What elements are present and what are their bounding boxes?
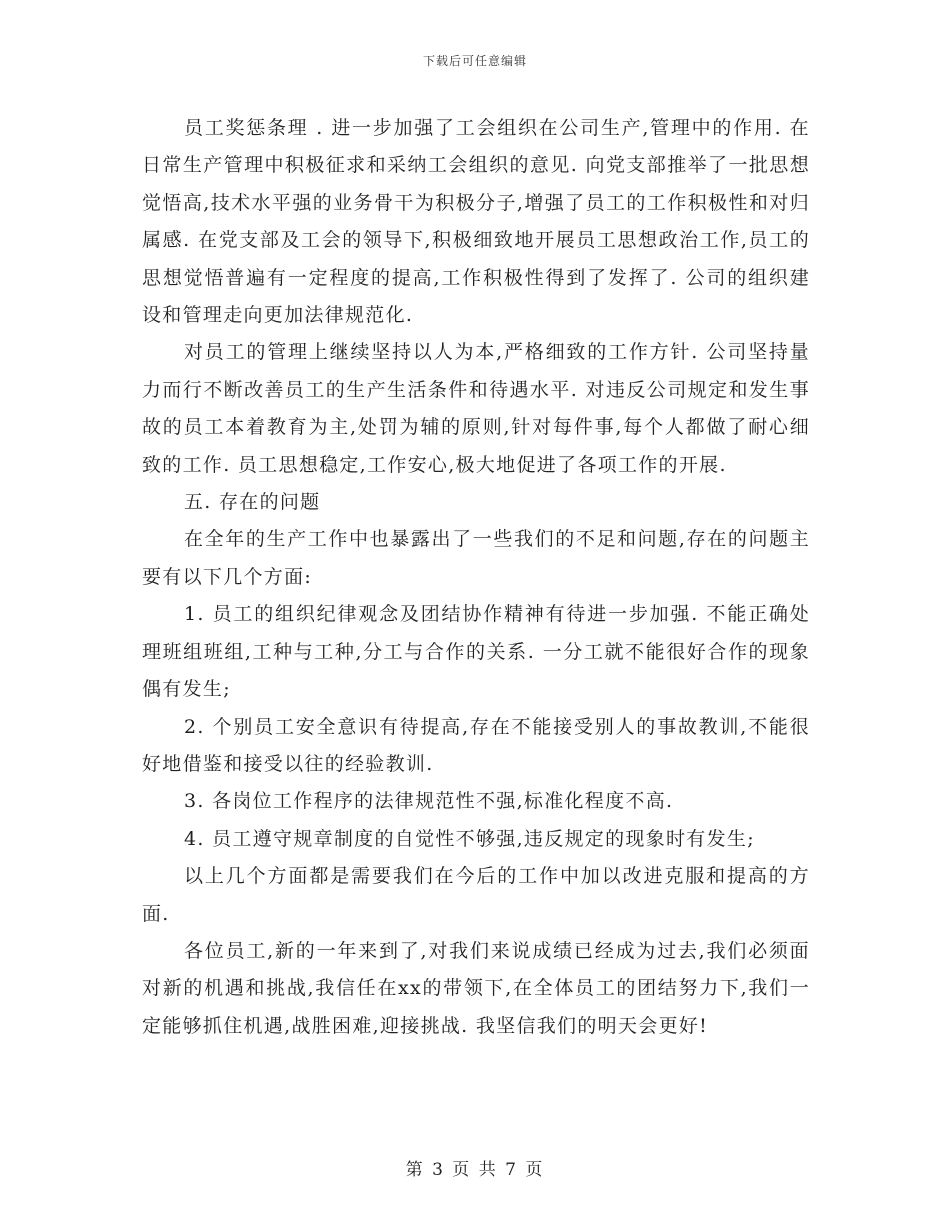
list-item-problem-3: 3. 各岗位工作程序的法律规范性不强,标准化程度不高. <box>184 790 674 813</box>
paragraph-reward-punishment: 员工奖惩条理 . 进一步加强了工会组织在公司生产,管理中的作用. 在日常生产管理中积极征求和采纳工会组织的意见. 向党支部推举了一批思想觉悟高,技术水平强的业务骨干为积极分子,增强了员工的工作积极性和对归属感. 在党支部及工会的领导下,积极细致地开展员工思想政治工作,员工的思想觉悟普遍有一定程度的提高,工作积极性得到了发挥了. 公司的组织建设和管理走向更加法律规范化. <box>142 117 810 327</box>
list-item-problem-2: 2. 个别员工安全意识有待提高,存在不能接受别人的事故教训,不能很好地借鉴和接受以往的经验教训. <box>142 715 810 775</box>
paragraph-staff-management: 对员工的管理上继续坚持以人为本,严格细致的工作方针. 公司坚持量力而行不断改善员工的生产生活条件和待遇水平. 对违反公司规定和发生事故的员工本着教育为主,处罚为辅的原则,针对每件事,每个人都做了耐心细致的工作. 员工思想稳定,工作安心,极大地促进了各项工作的开展. <box>142 341 810 476</box>
page-number: 第 3 页 共 7 页 <box>405 1160 545 1180</box>
paragraph-problems-summary: 以上几个方面都是需要我们在今后的工作中加以改进克服和提高的方面. <box>142 865 810 925</box>
paragraph-problems-intro: 在全年的生产工作中也暴露出了一些我们的不足和问题,存在的问题主要有以下几个方面: <box>142 528 810 588</box>
page-header-note: 下载后可任意编辑 <box>422 54 527 68</box>
document-body <box>142 110 810 1045</box>
list-item-problem-1: 1. 员工的组织纪律观念及团结协作精神有待进一步加强. 不能正确处理班组班组,工种与工种,分工与合作的关系. 一分工就不能很好合作的现象偶有发生; <box>142 603 810 701</box>
paragraph-closing: 各位员工,新的一年来到了,对我们来说成绩已经成为过去,我们必须面对新的机遇和挑战,我信任在xx的带领下,在全体员工的团结努力下,我们一定能够抓住机遇,战胜困难,迎接挑战. 我坚信我们的明天会更好! <box>142 939 810 1037</box>
list-item-problem-4: 4. 员工遵守规章制度的自觉性不够强,违反规定的现象时有发生; <box>184 827 755 850</box>
section-heading-problems: 五. 存在的问题 <box>184 491 321 514</box>
